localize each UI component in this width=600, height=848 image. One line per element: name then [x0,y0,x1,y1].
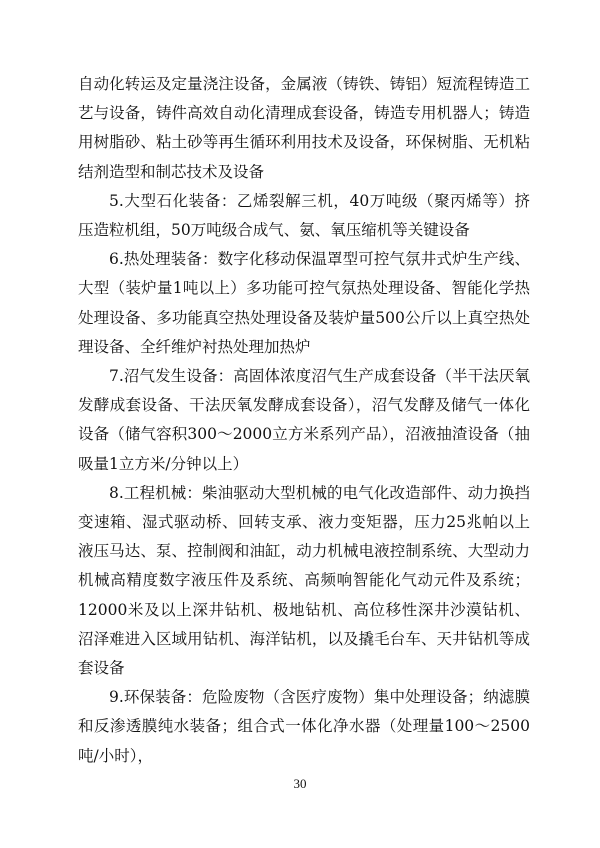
paragraph-environmental-equipment: 9.环保装备：危险废物（含医疗废物）集中处理设备；纳滤膜和反渗透膜纯水装备；组合式一体化净水器（处理量100～2500吨/小时）， [78,688,530,765]
paragraph-construction-machinery: 8.工程机械：柴油驱动大型机械的电气化改造部件、动力换挡变速箱、湿式驱动桥、回转支承、液力变矩器，压力25兆帕以上液压马达、泵、控制阀和油缸，动力机械电液控制系统、大型动力机械高精度数字液压件及系统、高频响智能化气动元件及系统；12000米及以上深井钻机、极地钻机、高位移性深井沙漠钻机、沼泽难进入区域用钻机、海洋钻机，以及撬毛台车、天井钻机等成套设备 [78,483,530,678]
paragraph-petrochemical-equipment: 5.大型石化装备：乙烯裂解三机，40万吨级（聚丙烯等）挤压造粒机组，50万吨级合成气、氨、氧压缩机等关键设备 [78,191,530,240]
body-text [78,70,530,771]
paragraph-casting-continued: 自动化转运及定量浇注设备，金属液（铸铁、铸铝）短流程铸造工艺与设备，铸件高效自动化清理成套设备，铸造专用机器人；铸造用树脂砂、粘土砂等再生循环利用技术及设备，环保树脂、无机粘结剂造型和制芯技术及设备 [78,75,530,181]
page-number: 30 [293,776,307,791]
paragraph-heat-treatment-equipment: 6.热处理装备：数字化移动保温罩型可控气氛井式炉生产线、大型（装炉量1吨以上）多功能可控气氛热处理设备、智能化学热处理设备、多功能真空热处理设备及装炉量500公斤以上真空热处理设备、全纤维炉衬热处理加热炉 [78,250,530,356]
paragraph-biogas-equipment: 7.沼气发生设备：高固体浓度沼气生产成套设备（半干法厌氧发酵成套设备、干法厌氧发酵成套设备），沼气发酵及储气一体化设备（储气容积300～2000立方米系列产品），沼液抽渣设备（抽吸量1立方米/分钟以上） [78,367,530,473]
